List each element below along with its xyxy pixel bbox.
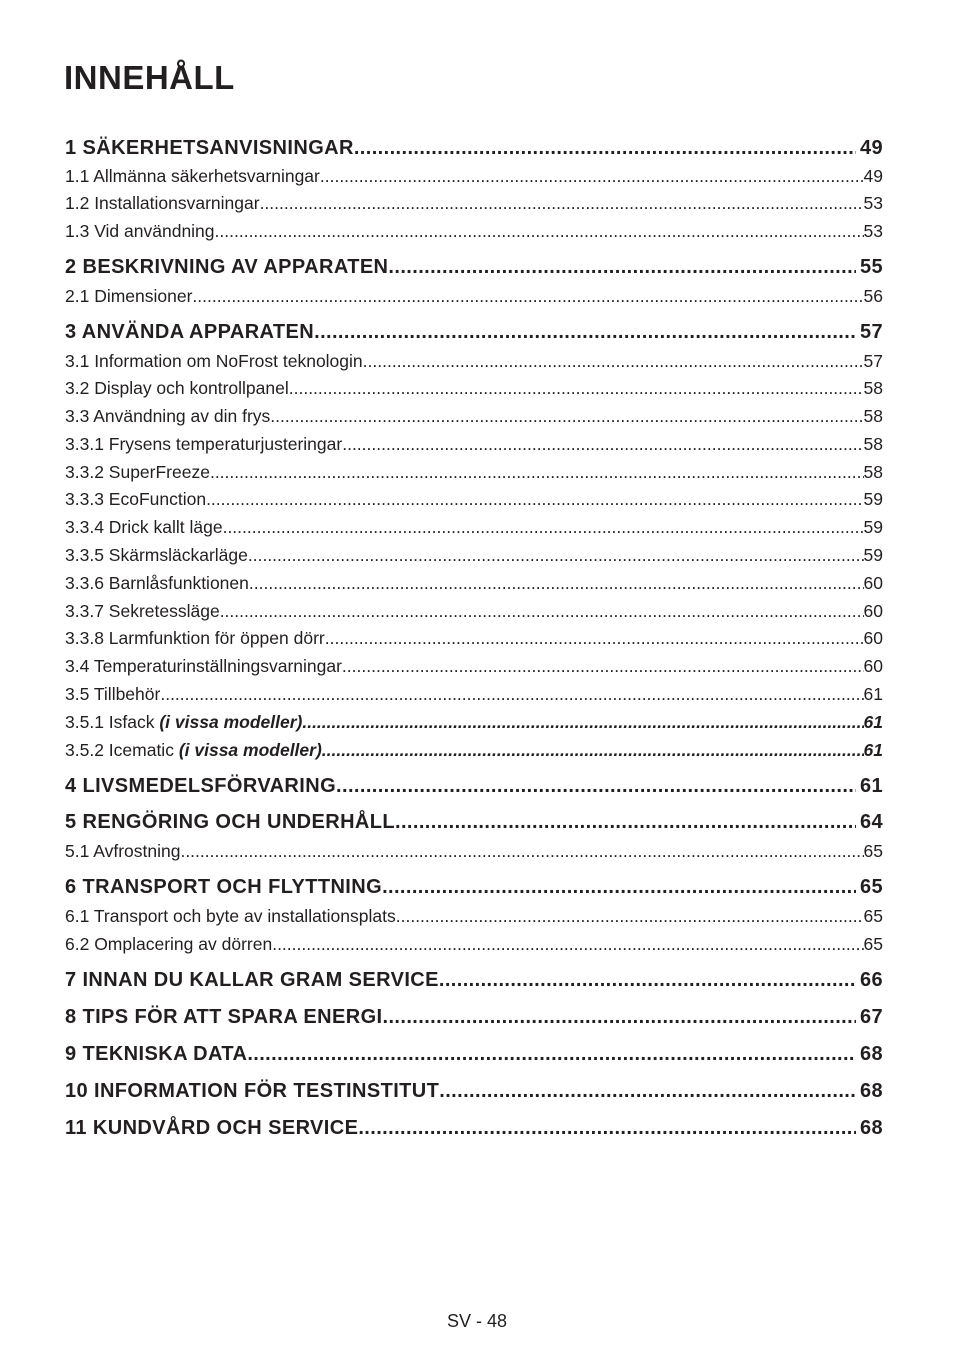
- toc-entry-page: 56: [863, 286, 883, 306]
- toc-entry-label: 3.2 Display och kontrollpanel: [65, 378, 289, 398]
- toc-entry: [65, 683, 883, 705]
- toc-entry: [65, 1041, 883, 1067]
- page-number: SV - 48: [446, 1311, 508, 1331]
- toc-entry-page: 57: [863, 351, 883, 371]
- toc-entry-page: 61: [859, 775, 883, 797]
- toc-entry-emphasis: (i vissa modeller): [178, 740, 322, 760]
- toc-entry-page: 58: [863, 462, 883, 482]
- toc-entry-label: 3.5.2 Icematic (i vissa modeller): [65, 740, 322, 760]
- toc-entry-label: 3.3.4 Drick kallt läge: [65, 517, 223, 537]
- toc-entry-page: 49: [863, 166, 883, 186]
- toc-entry-label: 11 KUNDVÅRD OCH SERVICE: [65, 1117, 359, 1139]
- toc-entry-label: 3.3.8 Larmfunktion för öppen dörr: [65, 628, 325, 648]
- toc-entry-page: 57: [859, 321, 883, 343]
- toc-entry: [65, 319, 883, 345]
- toc-entry-page: 65: [863, 841, 883, 861]
- toc-entry-label: 3.3.7 Sekretessläge: [65, 601, 220, 621]
- toc-entry-page: 65: [863, 934, 883, 954]
- toc-entry-page: 49: [859, 137, 883, 159]
- toc-entry-page: 65: [859, 876, 883, 898]
- toc-entry: [65, 488, 883, 510]
- toc-entry-page: 59: [863, 517, 883, 537]
- toc-entry: [65, 809, 883, 835]
- toc-entry-label: 3.3 Användning av din frys: [65, 406, 271, 426]
- toc-entry-label: 3.4 Temperaturinställningsvarningar: [65, 656, 342, 676]
- toc-entry-label: 1.2 Installationsvarningar: [65, 193, 260, 213]
- toc-entry-page: 61: [863, 712, 883, 732]
- toc-entry-label: 6.2 Omplacering av dörren: [65, 934, 273, 954]
- toc-entry-label: 10 INFORMATION FÖR TESTINSTITUT: [65, 1080, 440, 1102]
- toc-entry: [65, 655, 883, 677]
- toc-entry-page: 53: [863, 221, 883, 241]
- toc-entry: [65, 773, 883, 799]
- toc-entry-page: 53: [863, 193, 883, 213]
- toc-entry-label: 2.1 Dimensioner: [65, 286, 193, 306]
- toc-entry-page: 55: [859, 256, 883, 278]
- toc-entry: [65, 220, 883, 242]
- toc-entry-label: 1.1 Allmänna säkerhetsvarningar: [65, 166, 320, 186]
- page-title: INNEHÅLL: [64, 59, 235, 96]
- toc-entry-label: 8 TIPS FÖR ATT SPARA ENERGI: [65, 1006, 383, 1028]
- toc-entry-label: 6 TRANSPORT OCH FLYTTNING: [65, 876, 383, 898]
- toc-entry-label: 3.3.3 EcoFunction: [65, 489, 207, 509]
- toc-entry-page: 68: [859, 1080, 883, 1102]
- toc-entry: [65, 377, 883, 399]
- toc-entry: [65, 1078, 883, 1104]
- toc-entry: [65, 135, 883, 161]
- toc-entry-emphasis: (i vissa modeller): [159, 712, 303, 732]
- toc-entry-page: 61: [863, 740, 883, 760]
- toc-entry: [65, 600, 883, 622]
- toc-entry: [65, 405, 883, 427]
- toc-entry-label: 6.1 Transport och byte av installationsplats: [65, 906, 396, 926]
- toc-entry-label: 7 INNAN DU KALLAR GRAM SERVICE: [65, 969, 439, 991]
- toc-entry-page: 60: [863, 601, 883, 621]
- toc-entry-label: 3.3.2 SuperFreeze: [65, 462, 210, 482]
- toc-entry-page: 59: [863, 545, 883, 565]
- toc-entry: [65, 933, 883, 955]
- toc-entry: [65, 627, 883, 649]
- toc-entry-page: 66: [859, 969, 883, 991]
- toc-entry-page: 60: [863, 628, 883, 648]
- toc-entry: [65, 739, 883, 761]
- toc-entry-label: 3.5 Tillbehör: [65, 684, 161, 704]
- toc-entry-page: 60: [863, 656, 883, 676]
- toc-entry: [65, 544, 883, 566]
- toc-entry-page: 60: [863, 573, 883, 593]
- toc-entry-label: 1 SÄKERHETSANVISNINGAR: [65, 137, 354, 159]
- toc-entry-page: 67: [859, 1006, 883, 1028]
- toc-entry-page: 64: [859, 811, 883, 833]
- toc-entry: [65, 350, 883, 372]
- toc-entry: [65, 905, 883, 927]
- toc-entry: [65, 840, 883, 862]
- toc-entry: [65, 1115, 883, 1141]
- toc-entry-label: 4 LIVSMEDELSFÖRVARING: [65, 775, 337, 797]
- toc-entry-page: 61: [863, 684, 883, 704]
- toc-entry-label: 5.1 Avfrostning: [65, 841, 181, 861]
- toc-entry-page: 59: [863, 489, 883, 509]
- toc-entry-page: 68: [859, 1043, 883, 1065]
- toc-entry-label: 3.1 Information om NoFrost teknologin: [65, 351, 363, 371]
- toc-entry: [65, 874, 883, 900]
- toc-entry: [65, 572, 883, 594]
- toc-entry: [65, 711, 883, 733]
- toc-entry-page: 65: [863, 906, 883, 926]
- toc-entry: [65, 254, 883, 280]
- toc-entry: [65, 433, 883, 455]
- toc-entry: [65, 165, 883, 187]
- toc-entry-page: 58: [863, 378, 883, 398]
- toc-entry-page: 68: [859, 1117, 883, 1139]
- toc-entry: [65, 1004, 883, 1030]
- toc-entry-label: 9 TEKNISKA DATA: [65, 1043, 248, 1065]
- toc-entry-label: 3.3.1 Frysens temperaturjusteringar: [65, 434, 343, 454]
- toc-entry-page: 58: [863, 406, 883, 426]
- toc-entry: [65, 285, 883, 307]
- toc-entry: [65, 192, 883, 214]
- toc-entry-page: 58: [863, 434, 883, 454]
- toc-entry-label: 3.5.1 Isfack (i vissa modeller): [65, 712, 303, 732]
- toc-entry-label: 3 ANVÄNDA APPARATEN: [65, 321, 315, 343]
- toc-entry: [65, 967, 883, 993]
- toc-entry-label: 1.3 Vid användning: [65, 221, 215, 241]
- toc-entry-label: 3.3.5 Skärmsläckarläge: [65, 545, 248, 565]
- toc-entry: [65, 461, 883, 483]
- toc-entry-label: 5 RENGÖRING OCH UNDERHÅLL: [65, 811, 396, 833]
- toc-entry-label: 3.3.6 Barnlåsfunktionen: [65, 573, 249, 593]
- toc-entry-label: 2 BESKRIVNING AV APPARATEN: [65, 256, 389, 278]
- toc-entry: [65, 516, 883, 538]
